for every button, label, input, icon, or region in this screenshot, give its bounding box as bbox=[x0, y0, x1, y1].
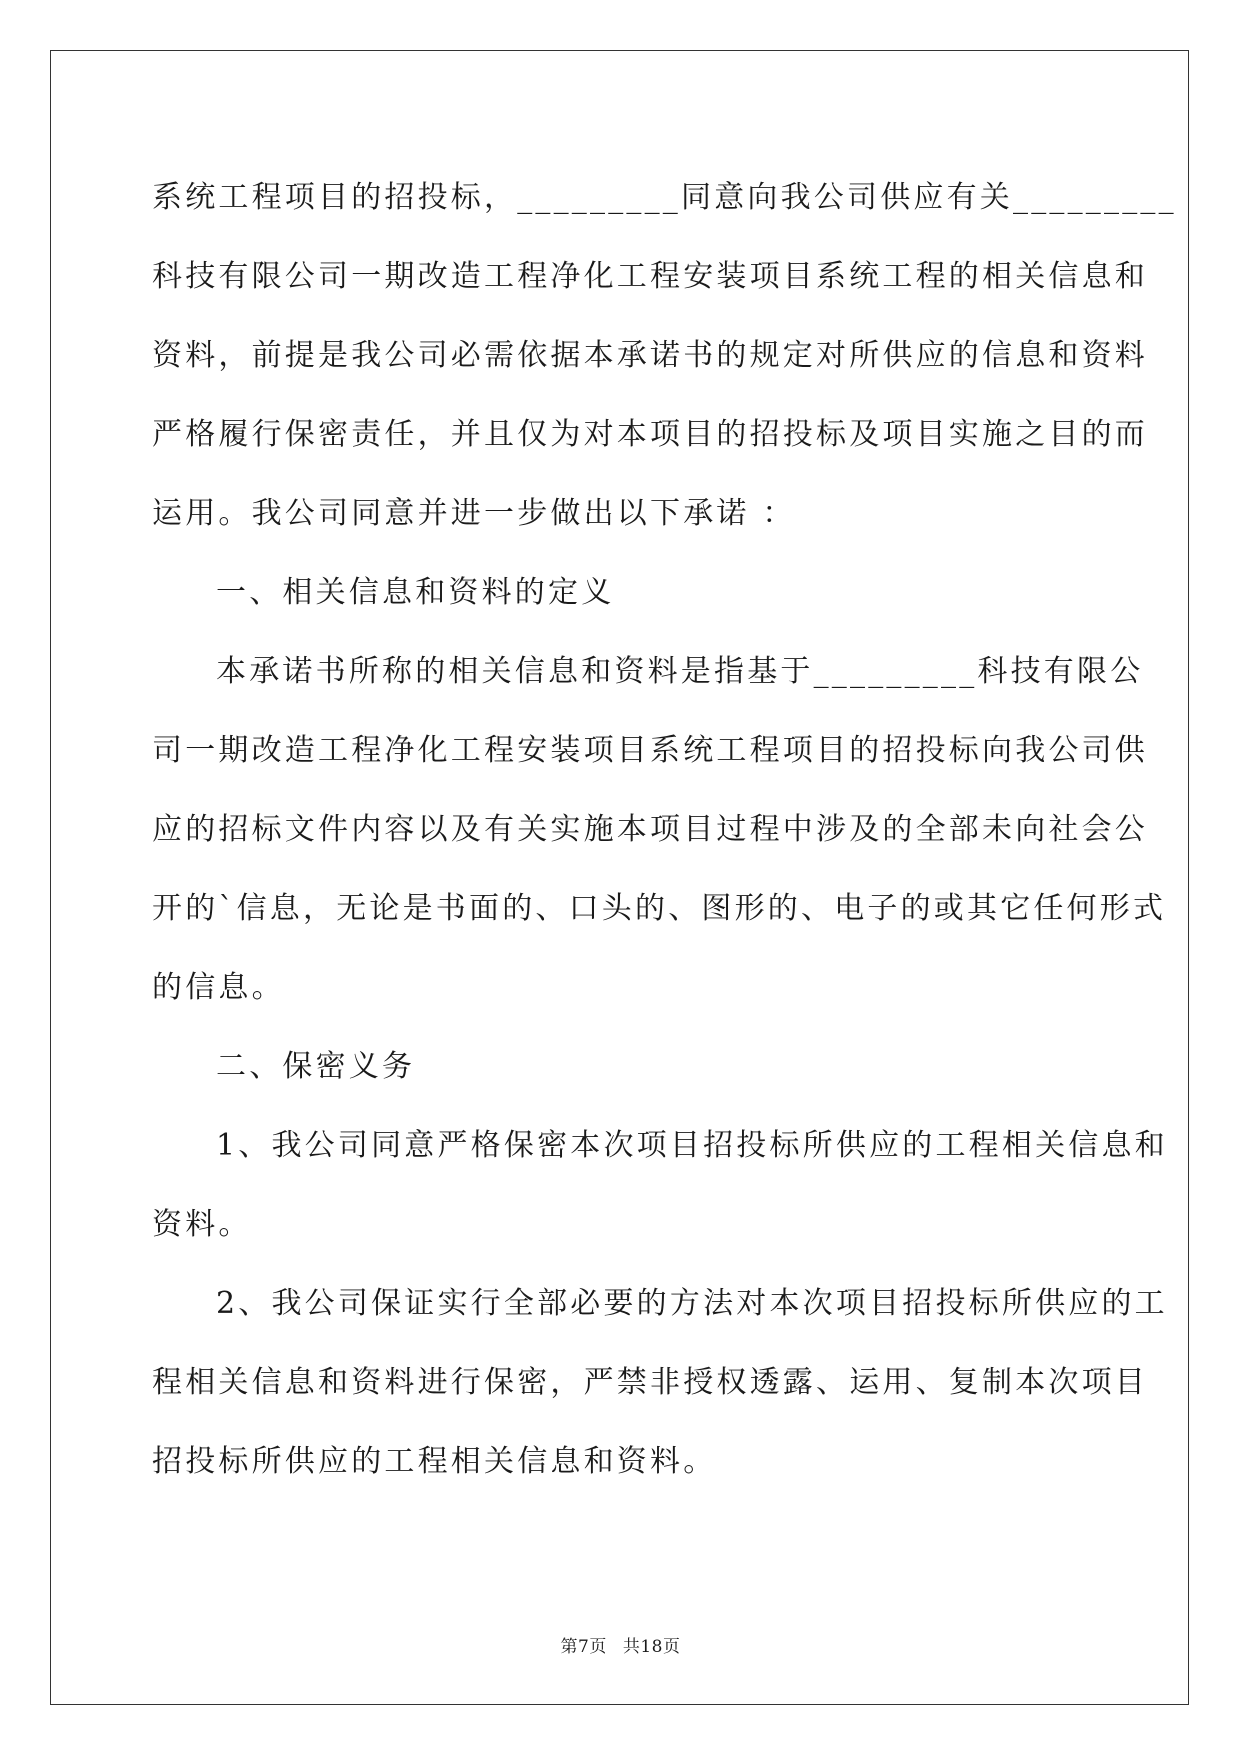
text-line: 资料。 bbox=[152, 1207, 252, 1242]
text-line: 资料，前提是我公司必需依据本承诺书的规定对所供应的信息和资料 bbox=[152, 338, 1148, 373]
text-line: 开的`信息，无论是书面的、口头的、图形的、电子的或其它任何形式 bbox=[152, 891, 1167, 926]
text-line: 招投标所供应的工程相关信息和资料。 bbox=[152, 1444, 717, 1479]
text-line: 程相关信息和资料进行保密，严禁非授权透露、运用、复制本次项目 bbox=[152, 1365, 1148, 1400]
text-line: 应的招标文件内容以及有关实施本项目过程中涉及的全部未向社会公 bbox=[152, 812, 1148, 847]
page-total: 共18页 bbox=[622, 1637, 681, 1657]
text-line: 的信息。 bbox=[152, 970, 285, 1005]
text-line: 严格履行保密责任，并且仅为对本项目的招投标及项目实施之目的而 bbox=[152, 417, 1148, 452]
numbered-item-1: 1、我公司同意严格保密本次项目招投标所供应的工程相关信息和 bbox=[216, 1128, 1168, 1163]
page-number: 第7页 bbox=[560, 1637, 607, 1657]
section-heading-confidentiality: 二、保密义务 bbox=[216, 1049, 416, 1084]
numbered-item-2: 2、我公司保证实行全部必要的方法对本次项目招投标所供应的工 bbox=[216, 1286, 1168, 1321]
text-line: 系统工程项目的招投标，_________同意向我公司供应有关_________ bbox=[152, 180, 1177, 215]
text-line: 运用。我公司同意并进一步做出以下承诺 ： bbox=[152, 496, 796, 531]
text-line: 科技有限公司一期改造工程净化工程安装项目系统工程的相关信息和 bbox=[152, 259, 1148, 294]
page-footer bbox=[0, 1632, 1241, 1657]
text-line: 司一期改造工程净化工程安装项目系统工程项目的招投标向我公司供 bbox=[152, 733, 1148, 768]
document-body bbox=[152, 158, 1177, 1501]
paragraph-start: 本承诺书所称的相关信息和资料是指基于_________科技有限公 bbox=[216, 654, 1144, 689]
section-heading-definitions: 一、相关信息和资料的定义 bbox=[216, 575, 615, 610]
